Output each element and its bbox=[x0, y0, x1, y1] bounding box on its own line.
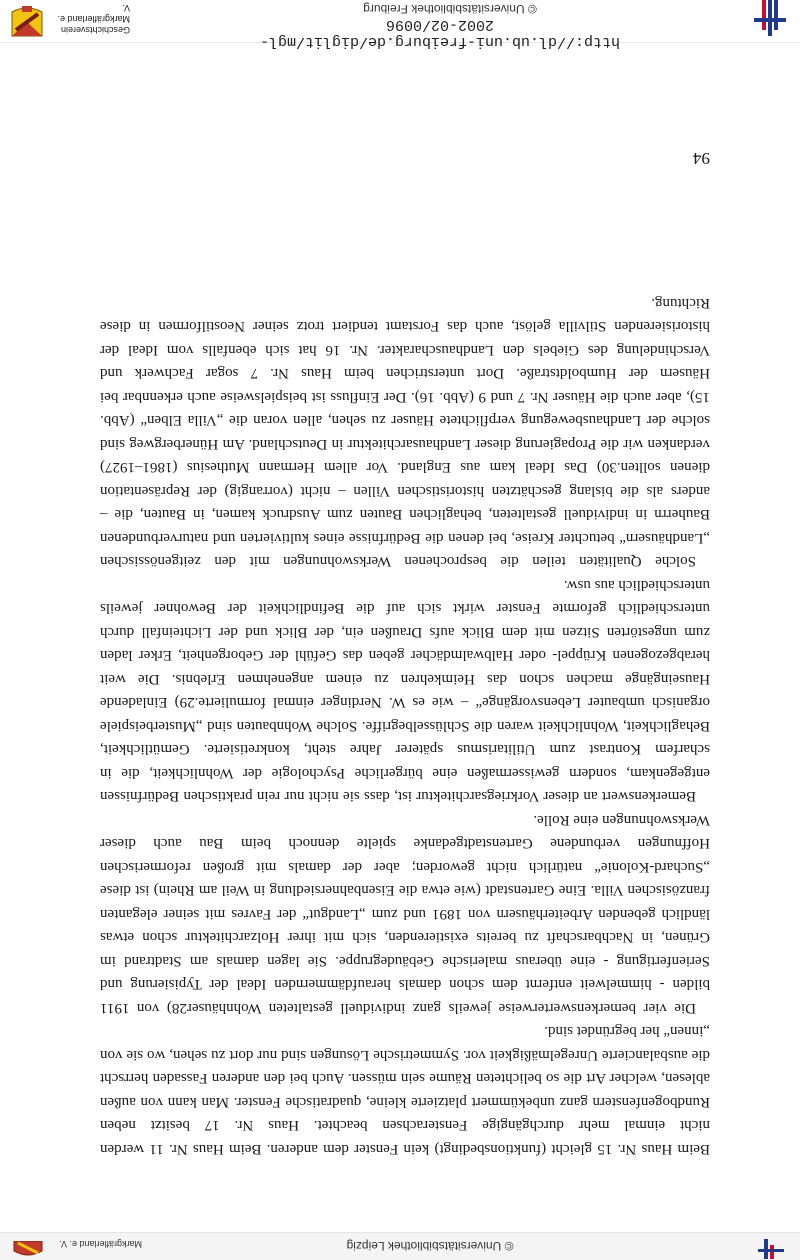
society-name-footer: Markgräflerland e. V. bbox=[59, 1239, 142, 1249]
paragraph-2: Die vier bemerkenswerterweise jeweils ganz individuell gestalteten Wohnhäuser28) von 1911 bilden - himmelweit entfernt dem schon damals heraufdämmernden Ideal der Typisierung und Serienfertigung - eine überaus malerische Gebäudegruppe. Sie lagen damals am Stadtrand im Grünen, in Nachbarschaft zu bereits existierenden, sich mit ihrer Holzarchitektur schon etwas ländlich gebenden Arbeiterhäusern von 1891 und zum „Landgut“ der Favres mit seiner eleganten französischen Villa. Eine Gartenstadt (wie etwa die Eisenbahnersiedlung in Weil am Rhein) ist diese „Suchard-Kolonie“ natürlich nicht geworden; aber der damals mit großen reformerischen Hoffnungen verbundene Gartenstadtgedanke spielte dennoch beim Bau auch dieser Werkswohnungen eine Rolle. bbox=[100, 812, 710, 1016]
paragraph-3: Bemerkenswert an dieser Vorkriegsarchitektur ist, dass sie nicht nur rein praktischen Bedürfnissen entgegenkam, sondern gewissermaßen eine bürgerliche Psychologie der Wohnlichkeit, die in scharfem Kontrast zum Utilitarismus späterer Jahre steht, konkretisierte. Gemütlichkeit, Behaglichkeit, Wohnlichkeit waren die Schlüsselbegriffe. Solche Wohnbauten sind „Musterbeispiele organisch umbauter Lebensvorgänge“ – wie es W. Nerdinger einmal formulierte.29) Einladende Hauseingänge machen schon das Heimkehren zu einem angenehmen Erlebnis. Die weit herabgezogenen Krüppel- oder Halbwalmdächer geben das Gefühl der Geborgenheit, Erker laden zum ungestörten Sitzen mit dem Blick aufs Draußen ein, der Blick und der Lichteinfall durch unterschiedlich geformte Fenster wirkt sich auf die Befindlichkeit der Bewohner jeweils unterschiedlich aus usw. bbox=[100, 577, 710, 805]
coat-of-arms-icon bbox=[10, 1241, 46, 1259]
body-text bbox=[100, 291, 710, 1161]
top-footer-strip bbox=[0, 0, 800, 50]
university-library-logo-icon bbox=[752, 0, 788, 38]
university-library-logo-icon bbox=[756, 1237, 786, 1259]
paragraph-4: Solche Qualitäten teilen die besprochenen Werkswohnungen mit den zeitgenössischen „Landhäusern“ betuchter Kreise, bei denen die Bedürfnisse eines kultivierten und naturverbundenen Bauherrn in individuell gestalteten, behaglichen Bauten zum Ausdruck kamen, in Bauten, die – anders als die bislang geschätzten historistischen Villen – nicht (vorrangig) der Repräsentation dienen sollten.30) Das Ideal kam aus England. Vor allem Hermann Muthesius (1861–1927) verdanken wir die Propagierung dieser Landhausarchitektur in Deutschland. Am Hünerbergweg sind solche der Landhausbewegung verpflichtete Häuser zu sehen, allen voran die „Villa Elben“ (Abb. 15), aber auch die Häuser Nr. 7 und 9 (Abb. 16). Der Einfluss ist beispielsweise auch erkennbar bei Häusern der Humboldtstraße. Dort unterstrichen beim Haus Nr. 7 sogar Fachwerk und Verschindelung des Giebels den Landhauscharakter. Nr. 16 hat sich ebenfalls vom Ideal der historisierenden Stilvilla gelöst, auch das Forstamt tendiert trotz seiner Neostilformen in diese Richtung. bbox=[100, 295, 710, 570]
paragraph-1: Beim Haus Nr. 15 gleicht (funktionsbedingt) kein Fenster dem anderen. Beim Haus Nr. 11 werden nicht einmal mehr durchgängige Fensterachsen beachtet. Haus Nr. 17 besitzt neben Rundbogenfenstern ganz unbekümmert platzierte kleine, quadratische Fenster. Man kann von außen ablesen, welcher Art die so belichteten Räume sein müssen. Auch bei den anderen Fassaden herrscht die ausbalancierte Unregelmäßigkeit vor. Symmetrische Lösungen sind nur dort zu sehen, wo sie von „innen“ her begründet sind. bbox=[100, 1023, 710, 1157]
library-credit: © Universitätsbibliothek Freiburg bbox=[363, 2, 537, 16]
coat-of-arms-icon bbox=[8, 2, 46, 40]
library-credit-footer: © Universitätsbibliothek Leipzig bbox=[346, 1239, 514, 1253]
bottom-header-strip bbox=[0, 1232, 800, 1260]
book-page bbox=[100, 149, 710, 1160]
society-name: Geschichtsverein Markgräflerland e. V. bbox=[57, 3, 130, 35]
page-number: 94 bbox=[693, 149, 710, 168]
source-url[interactable]: http://dl.ub.uni-freiburg.de/diglit/mgl-2002-02/0096 bbox=[259, 16, 621, 50]
